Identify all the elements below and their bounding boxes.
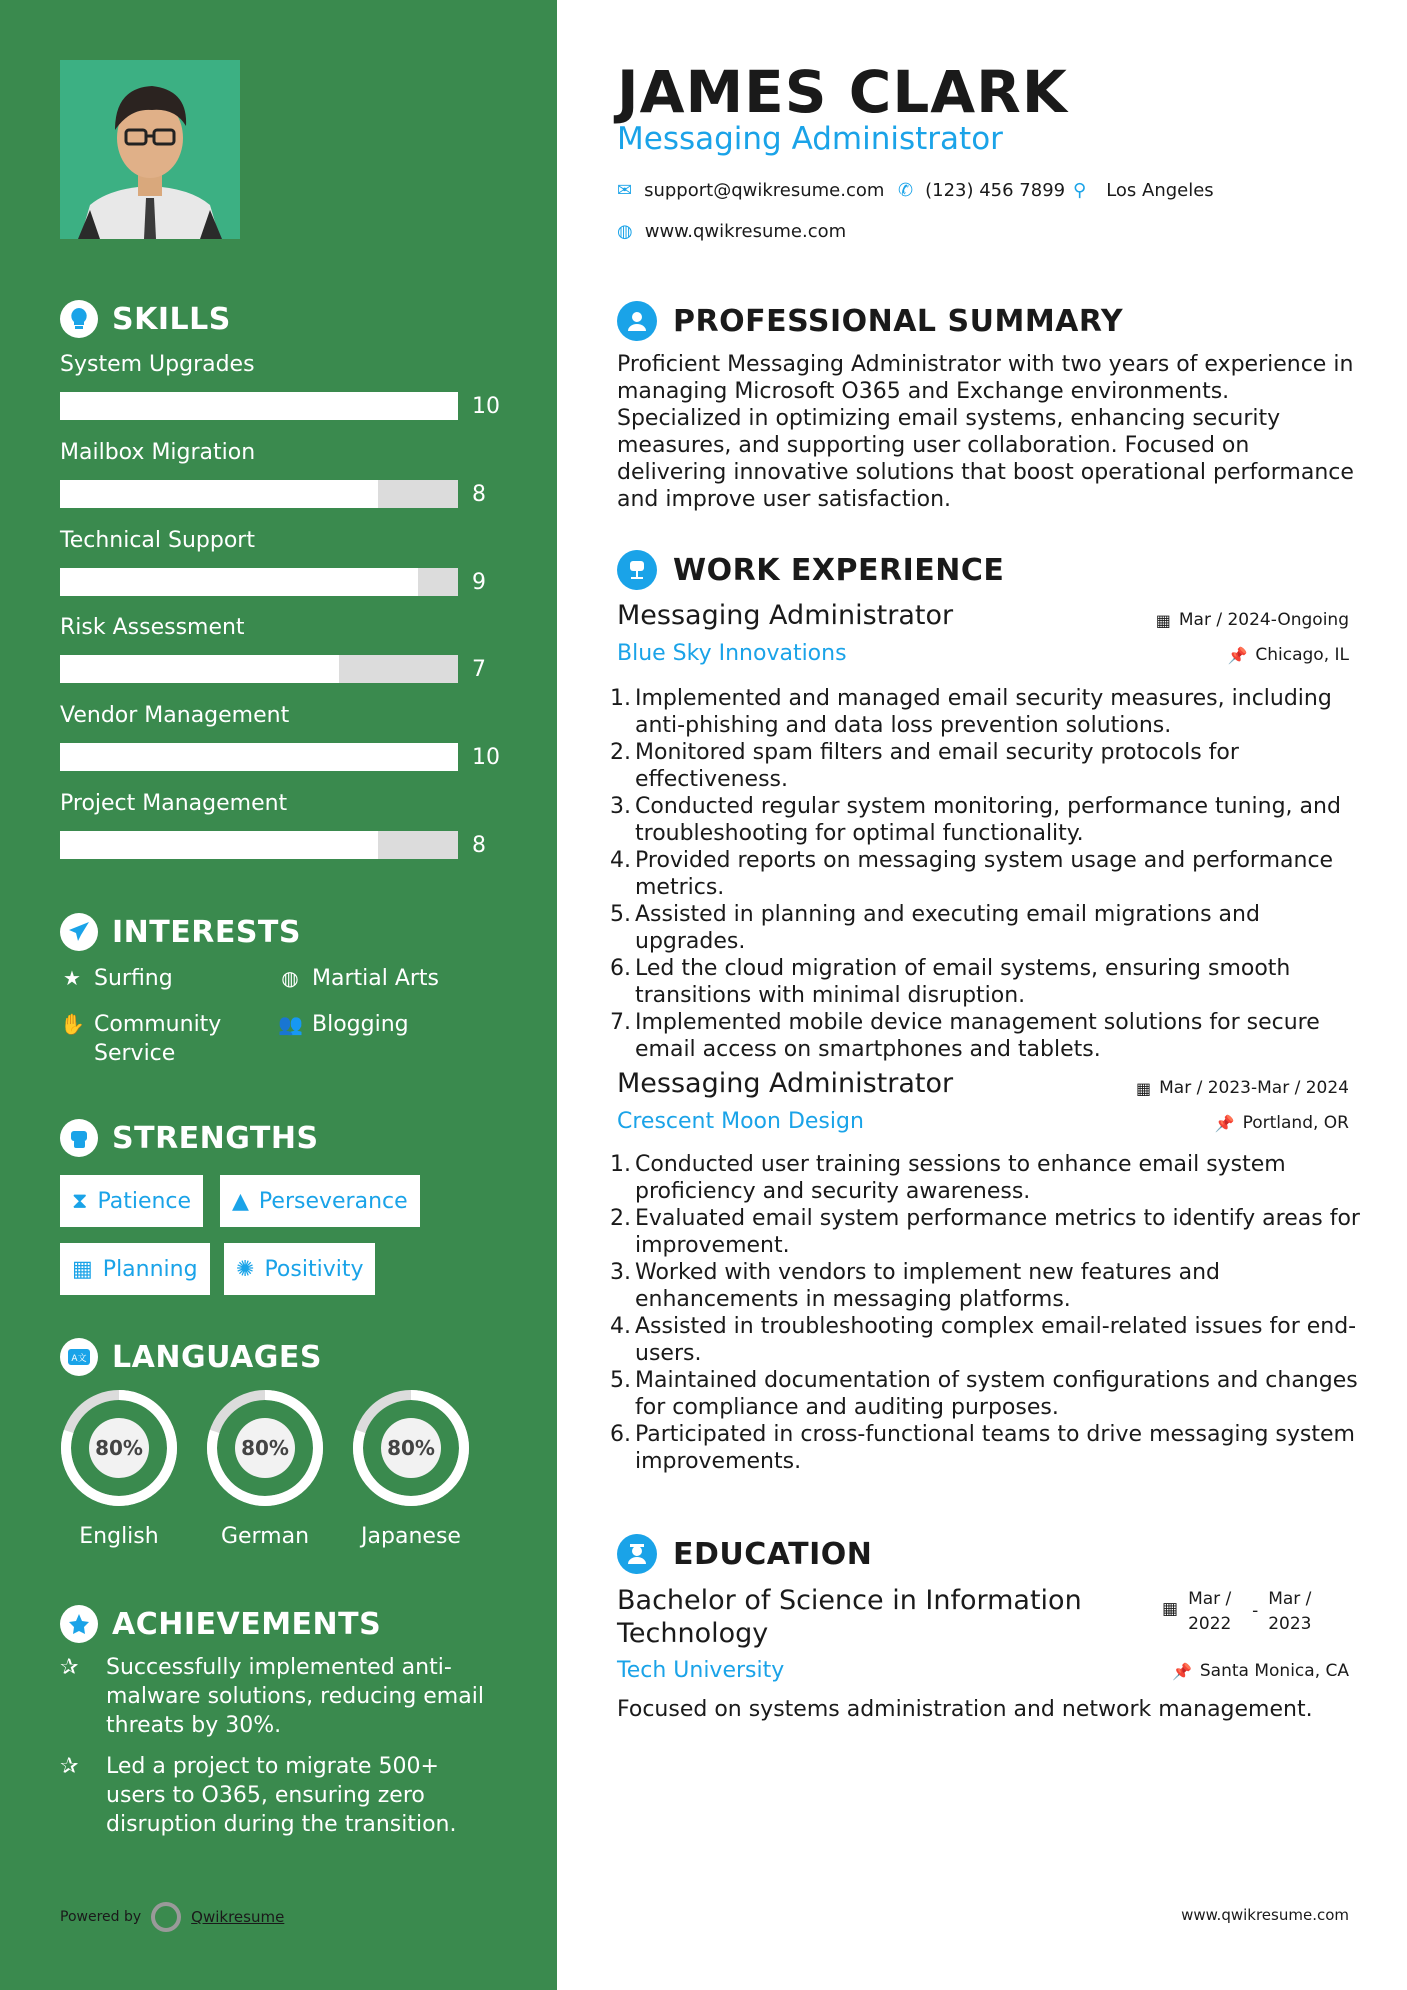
strength-badge: ✺ Positivity: [224, 1243, 375, 1295]
candidate-name: JAMES CLARK: [617, 58, 1068, 126]
company-name: Crescent Moon Design: [617, 1109, 864, 1134]
award-star-icon: [60, 1605, 98, 1643]
user-icon: [617, 301, 657, 341]
skill-bar-fill: [60, 743, 458, 771]
skill-bar-fill: [60, 392, 458, 420]
job-dates: ▦ Mar / 2024-Ongoing: [1155, 610, 1349, 630]
pushpin-icon: 📌: [1171, 1661, 1192, 1681]
skill-item: Mailbox Migration 8: [60, 440, 486, 507]
job-location: 📌 Portland, OR: [1214, 1113, 1349, 1133]
skill-value: 10: [472, 394, 500, 419]
star-icon: ★: [63, 966, 81, 990]
map-pin-icon: ⚲: [1073, 180, 1087, 201]
list-item: 7. Implemented mobile device management solutions for secure email access on smartphones and tablets.: [610, 1010, 1320, 1062]
list-item: 2. Evaluated email system performance metrics to identify areas for improvement.: [610, 1206, 1360, 1258]
skill-item: Risk Assessment 7: [60, 615, 486, 682]
job-dates: ▦ Mar / 2023-Mar / 2024: [1135, 1078, 1349, 1098]
skill-item: Technical Support 9: [60, 528, 486, 595]
duty-list: [610, 1151, 1362, 1475]
skill-bar-fill: [60, 480, 378, 508]
achievement-item: ✰ Led a project to migrate 500+ users to O365, ensuring zero disruption during the transition.: [60, 1754, 457, 1837]
contact-email: ✉ support@qwikresume.com: [617, 180, 885, 201]
contact-location: ⚲ Los Angeles: [1073, 180, 1214, 201]
shooting-star-icon: ✰: [60, 1754, 79, 1779]
sun-icon: ✺: [236, 1256, 255, 1282]
achievement-item: ✰ Successfully implemented anti-malware solutions, reducing email threats by 30%.: [60, 1655, 484, 1738]
language-ring: [349, 1386, 473, 1510]
road-icon: ▲: [232, 1188, 249, 1214]
education-dates: ▦ Mar / 2022 - Mar / 2023: [1162, 1587, 1322, 1637]
skill-item: Vendor Management 10: [60, 703, 500, 770]
strength-badge: ▦ Planning: [60, 1243, 210, 1295]
language-item: [57, 1386, 181, 1549]
interest-item: 👥 Blogging: [278, 1012, 409, 1037]
skills-heading: SKILLS: [60, 300, 231, 338]
calendar-icon: ▦: [1135, 1078, 1152, 1098]
education-location: 📌 Santa Monica, CA: [1171, 1661, 1349, 1681]
summary-heading: PROFESSIONAL SUMMARY: [617, 301, 1123, 341]
language-item: [349, 1386, 473, 1549]
interest-item: ★ Surfing: [60, 964, 173, 993]
pushpin-icon: 📌: [1227, 645, 1248, 665]
list-item: 1. Implemented and managed email security measures, including anti-phishing and data loss prevention solutions.: [610, 686, 1332, 738]
skill-bar: [60, 831, 458, 859]
interest-item: ✋ Community Service: [60, 1012, 222, 1066]
language-name: English: [79, 1524, 159, 1549]
strengths-heading: STRENGTHS: [60, 1119, 319, 1157]
language-ring: [57, 1386, 181, 1510]
list-item: 3. Conducted regular system monitoring, performance tuning, and troubleshooting for optimal functionality.: [610, 794, 1341, 846]
calendar-icon: ▦: [1162, 1599, 1179, 1619]
globe-icon: ◍: [617, 221, 633, 242]
language-ring: [203, 1386, 327, 1510]
footer-url[interactable]: www.qwikresume.com: [1181, 1906, 1349, 1924]
calendar-icon: ▦: [1155, 610, 1171, 630]
language-name: German: [220, 1524, 310, 1549]
pushpin-icon: 📌: [1214, 1113, 1235, 1133]
list-item: 4. Assisted in troubleshooting complex email-related issues for end-users.: [610, 1314, 1357, 1366]
envelope-icon: ✉: [617, 180, 633, 201]
skill-value: 10: [472, 745, 500, 770]
skill-value: 8: [472, 833, 486, 858]
fist-icon: [60, 1119, 98, 1157]
skill-item: System Upgrades 10: [60, 352, 500, 419]
skill-value: 7: [472, 657, 486, 682]
skill-value: 9: [472, 570, 486, 595]
contact-phone: ✆ (123) 456 7899: [898, 180, 1066, 201]
language-item: [203, 1386, 327, 1549]
degree-title: Bachelor of Science in Information Technology: [617, 1585, 1082, 1649]
strength-badge: ▲ Perseverance: [220, 1175, 420, 1227]
language-percent: 80%: [241, 1436, 289, 1460]
achievements-heading: ACHIEVEMENTS: [60, 1605, 381, 1643]
translate-icon: [60, 1338, 98, 1376]
list-item: 2. Monitored spam filters and email security protocols for effectiveness.: [610, 740, 1239, 792]
language-percent: 80%: [95, 1436, 143, 1460]
profile-photo: [60, 60, 240, 239]
job-location: 📌 Chicago, IL: [1227, 645, 1349, 665]
users-icon: 👥: [278, 1012, 303, 1036]
lightbulb-icon: [60, 300, 98, 338]
contact-website: ◍ www.qwikresume.com: [617, 221, 847, 242]
candidate-role: Messaging Administrator: [617, 121, 1003, 157]
globe-icon: ◍: [281, 966, 299, 990]
qwikresume-link[interactable]: Qwikresume: [191, 1908, 285, 1926]
svg-text:A文: A文: [71, 1354, 87, 1364]
skill-bar: [60, 480, 458, 508]
skill-bar-fill: [60, 568, 418, 596]
skill-value: 8: [472, 482, 486, 507]
skill-bar: [60, 743, 458, 771]
duty-list: [610, 685, 1362, 1063]
language-percent: 80%: [387, 1436, 435, 1460]
list-item: 6. Led the cloud migration of email systems, ensuring smooth transitions with minimal disruption.: [610, 956, 1291, 1008]
skill-bar: [60, 392, 458, 420]
job-title: Messaging Administrator: [617, 1068, 954, 1099]
skill-bar-fill: [60, 655, 339, 683]
skill-bar: [60, 655, 458, 683]
list-item: 4. Provided reports on messaging system usage and performance metrics.: [610, 848, 1334, 900]
list-item: 1. Conducted user training sessions to enhance email system proficiency and security awareness.: [610, 1152, 1286, 1204]
skill-bar: [60, 568, 458, 596]
company-name: Blue Sky Innovations: [617, 641, 847, 666]
experience-heading: WORK EXPERIENCE: [617, 550, 1004, 590]
interest-item: ◍ Martial Arts: [278, 964, 439, 993]
skill-item: Project Management 8: [60, 791, 486, 858]
education-heading: EDUCATION: [617, 1534, 872, 1574]
school-name: Tech University: [617, 1658, 785, 1683]
strength-badge: ⧗ Patience: [60, 1175, 203, 1227]
qwikresume-logo-icon: [151, 1902, 181, 1932]
hand-icon: ✋: [60, 1012, 85, 1036]
graduate-icon: [617, 1534, 657, 1574]
languages-heading: A文 LANGUAGES: [60, 1338, 322, 1376]
powered-by: Powered by Qwikresume: [60, 1902, 284, 1932]
sidebar: [0, 0, 557, 1990]
summary-text: Proficient Messaging Administrator with two years of experience in managing Microsoft O365 and Exchange environments. Specialized in optimizing email systems, enhancing security measures, and supporting user collaboration. Focused on delivering innovative solutions that boost operational performance and improve user satisfaction.: [617, 352, 1354, 512]
phone-icon: ✆: [898, 180, 914, 201]
calendar-icon: ▦: [72, 1256, 93, 1282]
shooting-star-icon: ✰: [60, 1655, 79, 1680]
hourglass-icon: ⧗: [72, 1188, 88, 1214]
education-description: Focused on systems administration and network management.: [617, 1697, 1313, 1722]
briefcase-chair-icon: [617, 550, 657, 590]
list-item: 3. Worked with vendors to implement new features and enhancements in messaging platforms.: [610, 1260, 1221, 1312]
list-item: 5. Assisted in planning and executing email migrations and upgrades.: [610, 902, 1260, 954]
language-name: Japanese: [361, 1524, 461, 1549]
list-item: 6. Participated in cross-functional teams to drive messaging system improvements.: [610, 1422, 1355, 1474]
interests-heading: INTERESTS: [60, 913, 301, 951]
paper-plane-icon: [60, 913, 98, 951]
list-item: 5. Maintained documentation of system configurations and changes for compliance and auditing purposes.: [610, 1368, 1358, 1420]
job-title: Messaging Administrator: [617, 600, 954, 631]
skill-bar-fill: [60, 831, 378, 859]
